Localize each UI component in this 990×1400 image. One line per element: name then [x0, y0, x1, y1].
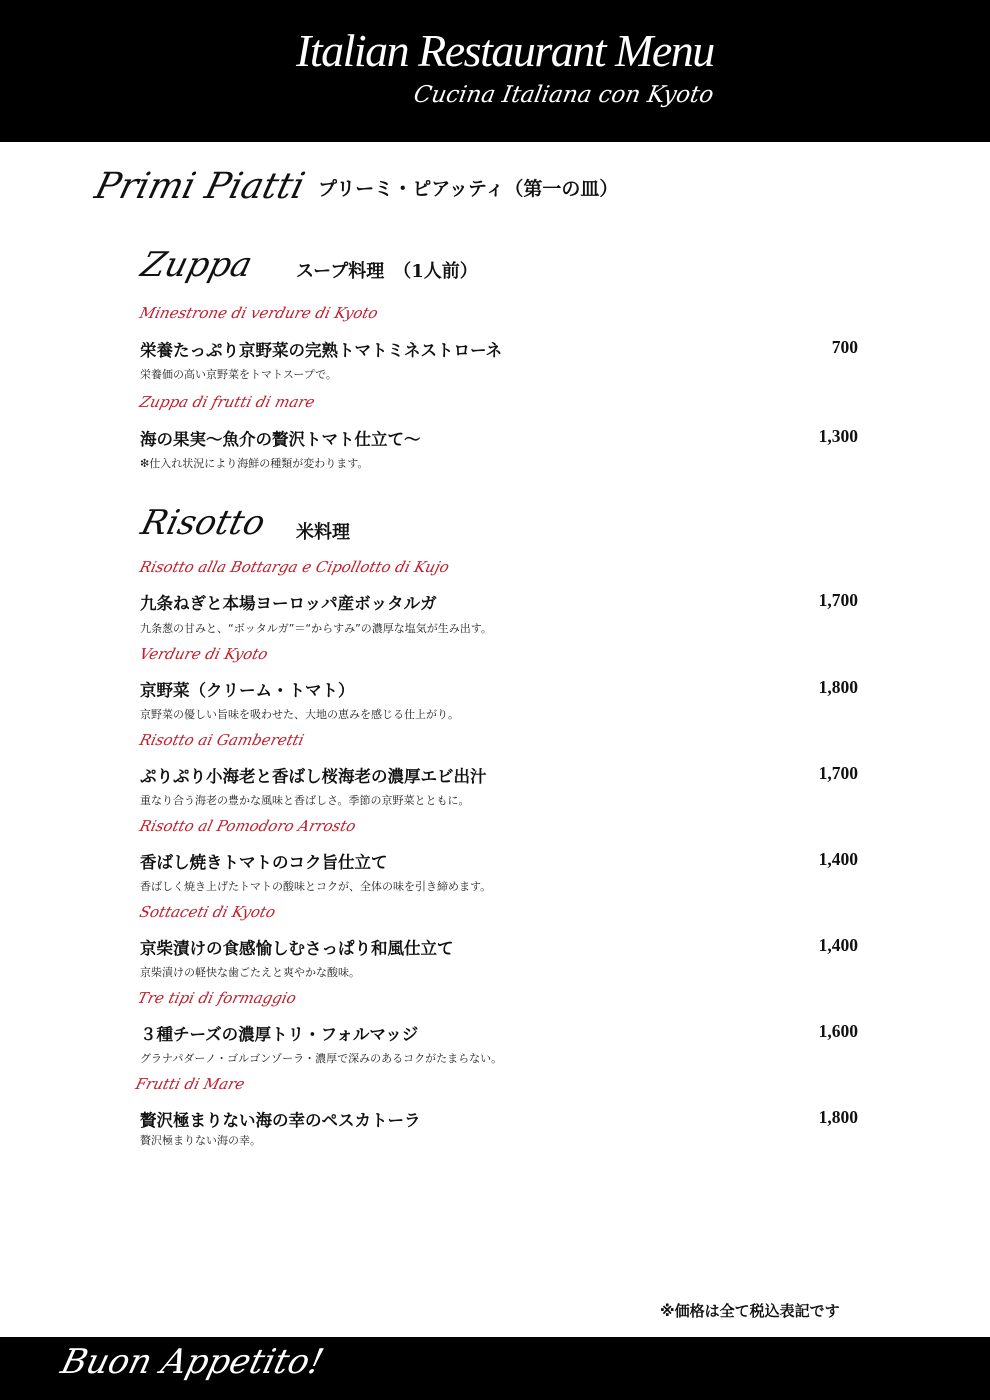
dish-description: ❇︎仕入れ状況により海鮮の種類が変わります。	[140, 457, 369, 470]
dish-italian-name: Sottaceti di Kyoto	[137, 903, 278, 921]
dish-price: 1,300	[818, 426, 858, 446]
dish-price: 1,400	[818, 849, 858, 869]
dish-description: グラナパダーノ・ゴルゴンゾーラ・濃厚で深みのあるコクがたまらない。	[140, 1052, 503, 1065]
dish-description: 京野菜の優しい旨味を吸わせた、大地の恵みを感じる仕上がり。	[140, 708, 459, 721]
section-title-italian: Primi Piatti	[90, 166, 309, 207]
dish-price: 700	[831, 337, 858, 357]
dish-name: 京柴漬けの食感愉しむさっぱり和風仕立て	[140, 939, 454, 958]
zuppa-title-japanese: スープ料理 （1人前）	[296, 261, 478, 282]
tax-note: ※価格は全て税込表記です	[660, 1302, 840, 1320]
zuppa-title: Zuppa	[137, 245, 257, 285]
dish-italian-name: Risotto alla Bottarga e Cipollotto di Kujo	[137, 558, 452, 576]
dish-name: ３種チーズの濃厚トリ・フォルマッジ	[140, 1025, 419, 1044]
dish-price: 1,600	[818, 1021, 858, 1041]
dish-description: 香ばしく焼き上げたトマトの酸味とコクが、全体の味を引き締めます。	[140, 880, 492, 893]
dish-name: 海の果実〜魚介の贅沢トマト仕立て〜	[140, 430, 421, 449]
dish-description: 重なり合う海老の豊かな風味と香ばしさ。季節の京野菜とともに。	[140, 794, 470, 807]
dish-description: 栄養価の高い京野菜をトマトスープで。	[140, 368, 337, 381]
dish-italian-name: Risotto al Pomodoro Arrosto	[137, 817, 358, 835]
dish-italian-name: Tre tipi di formaggio	[135, 989, 299, 1007]
footer-greeting: Buon Appetito!	[57, 1342, 328, 1382]
dish-name: ぷりぷり小海老と香ばし桜海老の濃厚エビ出汁	[140, 767, 487, 786]
dish-name: 贅沢極まりない海の幸のペスカトーラ	[140, 1111, 421, 1130]
dish-italian-name: Risotto ai Gamberetti	[137, 731, 306, 749]
risotto-title-japanese: 米料理	[296, 522, 350, 543]
menu-title: Italian Restaurant Menu	[296, 25, 714, 76]
dish-description: 九条葱の甘みと、“ボッタルガ”＝“からすみ”の濃厚な塩気が生み出す。	[140, 622, 492, 635]
dish-price: 1,800	[818, 677, 858, 697]
dish-italian-name: Frutti di Mare	[133, 1075, 247, 1093]
dish-description: 贅沢極まりない海の幸。	[140, 1134, 261, 1147]
dish-name: 香ばし焼きトマトのコク旨仕立て	[140, 853, 388, 872]
dish-name: 九条ねぎと本場ヨーロッパ産ボッタルガ	[140, 594, 437, 613]
dish-italian-name: Minestrone di verdure di Kyoto	[137, 304, 380, 322]
menu-subtitle: Cucina Italiana con Kyoto	[411, 82, 716, 108]
section-title-japanese: プリーミ・ピアッティ（第一の皿）	[318, 178, 619, 200]
dish-italian-name: Zuppa di frutti di mare	[137, 393, 317, 411]
dish-italian-name: Verdure di Kyoto	[137, 645, 270, 663]
dish-price: 1,700	[818, 763, 858, 783]
dish-name: 栄養たっぷり京野菜の完熟トマトミネストローネ	[140, 341, 503, 360]
risotto-title: Risotto	[137, 503, 270, 543]
dish-price: 1,700	[818, 590, 858, 610]
dish-price: 1,400	[818, 935, 858, 955]
dish-price: 1,800	[818, 1107, 858, 1127]
dish-description: 京柴漬けの軽快な歯ごたえと爽やかな酸味。	[140, 966, 360, 979]
dish-name: 京野菜（クリーム・トマト）	[140, 681, 355, 700]
